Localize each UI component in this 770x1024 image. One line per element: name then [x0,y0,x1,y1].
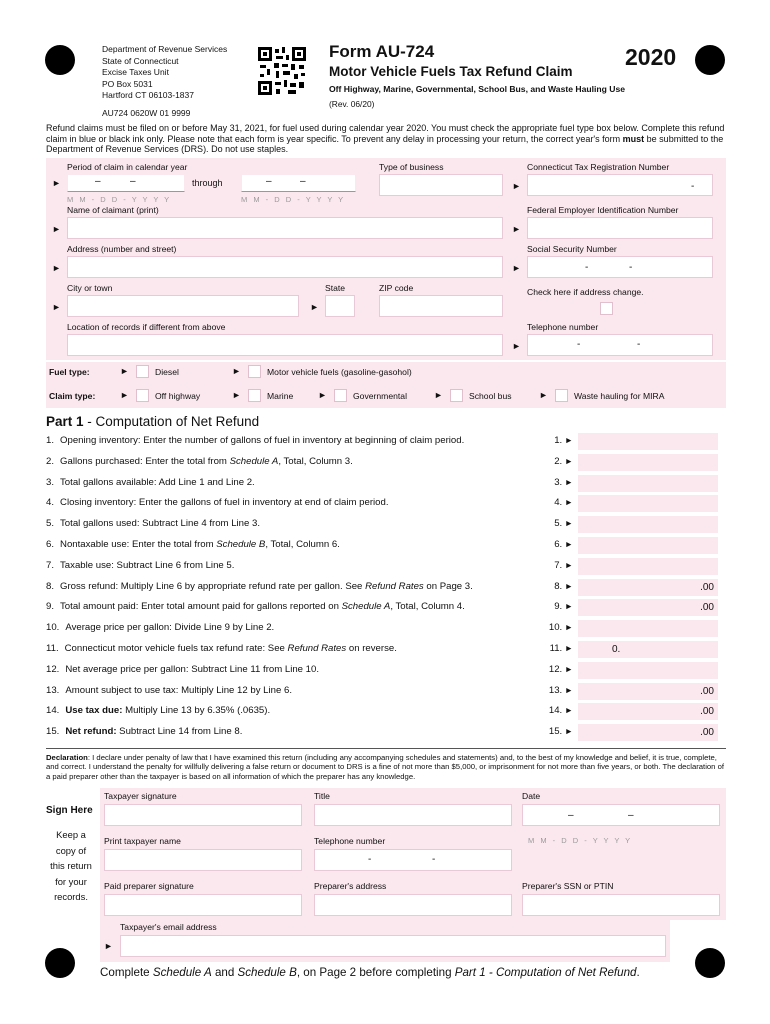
period-end-date-field[interactable] [241,174,356,192]
line-reference-number: 2. [554,456,563,467]
line-post: , Total, Column 6. [265,539,340,550]
part1-title [46,414,259,429]
ssn-separator: - [585,262,589,273]
diesel-checkbox[interactable] [136,365,149,378]
form-number: Form AU-724 [329,42,435,61]
arrow-icon: ► [562,685,573,695]
arrow-icon: ► [562,456,573,466]
instructions-emphasis: must [622,133,645,144]
records-location-field[interactable] [67,334,503,356]
declaration-heading: Declaration [46,753,88,762]
line-6-amount-field[interactable] [578,537,718,554]
line-reference-number: 15. [548,726,563,737]
taxpayer-signature-label: Taxpayer signature [104,791,177,801]
date-separator: – [300,176,306,187]
line-reference [540,581,573,592]
line-reference [540,539,573,550]
agency-line: Department of Revenue Services [102,44,228,54]
part1-line-3 [46,477,255,488]
amount-cents: .00 [700,582,714,593]
arrow-icon: ► [512,263,521,273]
arrow-icon: ► [512,181,521,191]
line-reference-number: 6. [554,539,563,550]
title-label: Title [314,791,330,801]
date-separator: – [95,176,101,187]
line-pre: Multiply Line 13 by 6.35% (.0635). [122,705,271,716]
keep-copy-line: this return [50,860,92,871]
preparer-ssn-field[interactable] [522,894,720,916]
arrow-icon: ► [539,390,548,400]
line-num: 1. [46,435,55,446]
part1-line-9 [46,601,465,612]
line-reference-number: 4. [554,497,563,508]
footer-text: and [211,966,238,979]
address-field[interactable] [67,256,503,278]
period-start-date-field[interactable] [67,174,185,192]
line-10-amount-field[interactable] [578,620,718,637]
arrow-icon: ► [562,622,573,632]
line-11-amount-field[interactable] [578,641,718,658]
arrow-icon: ► [232,390,241,400]
part1-line-6 [46,539,340,550]
arrow-icon: ► [512,224,521,234]
line-reference-number: 1. [554,435,563,446]
fein-label: Federal Employer Identification Number [527,205,679,215]
arrow-icon: ► [562,643,573,653]
arrow-icon: ► [562,664,573,674]
line-reference [540,601,573,612]
part1-line-2 [46,456,353,467]
arrow-icon: ► [512,341,521,351]
marine-label: Marine [267,391,294,401]
line-4-amount-field[interactable] [578,495,718,512]
part1-line-15 [46,726,242,737]
arrow-icon: ► [562,497,573,507]
part1-line-1 [46,435,464,446]
filing-instructions [46,123,726,155]
claim-type-label: Claim type: [49,391,96,401]
line-reference-number: 13. [548,685,563,696]
agency-line: State of Connecticut [102,55,179,66]
line-reference [540,497,573,508]
fuel-type-label: Fuel type: [49,367,90,377]
line-1-amount-field[interactable] [578,433,718,450]
revision-date: (Rev. 06/20) [329,99,375,109]
gasoline-label: Motor vehicle fuels (gasoline-gasohol) [267,367,412,377]
line-reference-number: 10. [548,622,563,633]
registration-mark [45,45,75,75]
print-name-label: Print taxpayer name [104,836,181,846]
address-label: Address (number and street) [67,244,177,254]
part1-line-10 [46,622,274,633]
city-field[interactable] [67,295,299,317]
line-reference [540,477,573,488]
keep-copy-line: for your [55,875,87,887]
arrow-icon: ► [318,390,327,400]
line-reference-number: 8. [554,581,563,592]
line-num: 14. [46,705,60,716]
line-12-amount-field[interactable] [578,662,718,679]
address-change-checkbox[interactable] [600,302,613,315]
declaration-divider [46,748,726,749]
arrow-icon: ► [562,601,573,611]
sign-here-label: Sign Here [46,805,93,816]
line-num: 8. [46,581,55,592]
line-3-amount-field[interactable] [578,475,718,492]
line-2-amount-field[interactable] [578,454,718,471]
off-highway-label: Off highway [155,391,201,401]
part1-line-14 [46,705,270,716]
state-field[interactable] [325,295,355,317]
line-em: Schedule B [216,539,266,550]
print-name-field[interactable] [104,849,302,871]
preparer-address-field[interactable] [314,894,512,916]
form-subtitle: Off Highway, Marine, Governmental, School Bus, and Waste Hauling Use [329,84,626,94]
keep-copy-note [46,827,96,905]
date-separator: – [628,810,634,821]
line-9-amount-field[interactable] [578,599,718,616]
form-code: AU724 0620W 01 9999 [102,108,191,118]
line-num: 13. [46,685,60,696]
city-label: City or town [67,283,113,293]
date-format-hint: M M - D D - Y Y Y Y [241,195,346,204]
line-num: 10. [46,622,60,633]
registration-mark [45,948,75,978]
line-bold: Use tax due: [65,705,123,716]
taxpayer-signature-field[interactable] [104,804,302,826]
claimant-name-label: Name of claimant (print) [67,205,159,215]
line-reference-number: 3. [554,477,563,488]
preparer-address-label: Preparer's address [314,881,387,891]
footer-text: Complete [100,966,153,979]
address-change-label: Check here if address change. [527,287,644,297]
keep-copy-line: copy of [55,844,87,856]
amount-cents: .00 [700,727,714,738]
arrow-icon: ► [562,726,573,736]
date-separator: – [130,176,136,187]
line-num: 3. [46,477,55,488]
arrow-icon: ► [562,539,573,549]
part1-line-13 [46,685,292,696]
arrow-icon: ► [310,302,319,312]
line-num: 11. [46,643,59,654]
part1-line-7 [46,560,234,571]
line-reference [540,705,573,716]
waste-hauling-label: Waste hauling for MIRA [574,391,665,401]
zip-label: ZIP code [379,283,414,293]
amount-cents: .00 [700,602,714,613]
arrow-icon: ► [562,518,573,528]
taxpayer-telephone-label: Telephone number [314,836,386,846]
arrow-icon: ► [434,390,443,400]
agency-address [102,44,227,102]
line-num: 2. [46,456,55,467]
line-pre: Average price per gallon: Divide Line 9 by Line 2. [65,622,275,633]
ssn-separator: - [629,262,633,273]
part1-line-5 [46,518,260,529]
arrow-icon: ► [52,178,61,188]
preparer-ssn-label: Preparer's SSN or PTIN [522,881,614,891]
preparer-signature-label: Paid preparer signature [104,881,194,891]
declaration-body: : I declare under penalty of law that I have examined this return (including any accompanying schedules and statements) and, to the best of my knowledge and belief, it is true, complete, and correct. I understand the penalty for willfully delivering a false return or document to DRS is a fine of not more than $5,000, or imprisonment for not more than five years, or both. The declaration of a paid preparer other than the taxpayer is based on all information of which the preparer has any knowledge. [46,753,724,781]
line-pre: Gross refund: Multiply Line 6 by appropriate refund rate per gallon. See [60,581,366,592]
footer-text: . [636,966,640,979]
arrow-icon: ► [52,263,61,273]
agency-line: Excise Taxes Unit [102,67,169,77]
period-label: Period of claim in calendar year [67,162,188,172]
telephone-field[interactable] [527,334,713,356]
line-reference [540,643,573,654]
line-num: 15. [46,726,60,737]
arrow-icon: ► [120,390,129,400]
amount-cents: .00 [700,706,714,717]
line-em: Schedule A [229,456,279,467]
line-reference [540,456,573,467]
part1-line-12 [46,664,319,675]
governmental-checkbox[interactable] [334,389,347,402]
taxpayer-telephone-field[interactable] [314,849,512,871]
line-reference-number: 7. [554,560,563,571]
line-em: Refund Rates [287,643,347,654]
line-pre: Gallons purchased: Enter the total from [60,456,230,467]
line-post: on Page 3. [423,581,473,592]
arrow-icon: ► [562,435,573,445]
state-label: State [325,283,346,293]
line-em: Schedule A [341,601,391,612]
line-7-amount-field[interactable] [578,558,718,575]
arrow-icon: ► [562,705,573,715]
arrow-icon: ► [232,366,241,376]
registration-mark [695,948,725,978]
part1-line-4 [46,497,389,508]
ct-registration-field[interactable] [527,174,713,196]
records-location-label: Location of records if different from above [67,322,226,332]
part1-line-8 [46,581,473,592]
waste-hauling-checkbox[interactable] [555,389,568,402]
line-pre: Connecticut motor vehicle fuels tax refund rate: See [64,643,288,654]
line-reference-number: 9. [554,601,563,612]
line-8-amount-field[interactable] [578,579,718,596]
line-reference [540,685,573,696]
title-field[interactable] [314,804,512,826]
footer-note [100,966,640,979]
line-post: , Total, Column 4. [390,601,465,612]
line-reference [540,560,573,571]
line-num: 7. [46,560,55,571]
line-pre: Total gallons used: Subtract Line 4 from Line 3. [60,518,261,529]
school-bus-label: School bus [469,391,512,401]
arrow-icon: ► [562,581,573,591]
agency-line: Hartford CT 06103-1837 [102,90,194,100]
part1-title-text: - Computation of Net Refund [83,414,260,429]
keep-copy-line: records. [54,891,88,902]
date-format-hint: M M - D D - Y Y Y Y [67,195,172,204]
line-15-amount-field[interactable] [578,724,718,741]
date-field[interactable] [522,804,720,826]
arrow-icon: ► [52,302,61,312]
line-pre: Subtract Line 14 from Line 8. [116,726,243,737]
phone-separator: - [368,854,372,865]
line-pre: Total amount paid: Enter total amount paid for gallons reported on [60,601,342,612]
line-reference [540,518,573,529]
phone-separator: - [577,339,581,350]
ct-registration-label: Connecticut Tax Registration Number [527,162,670,172]
agency-line: PO Box 5031 [102,78,153,89]
amount-cents: .00 [700,686,714,697]
date-format-hint: M M - D D - Y Y Y Y [528,836,633,845]
line-num: 4. [46,497,55,508]
line-5-amount-field[interactable] [578,516,718,533]
line-num: 12. [46,664,60,675]
arrow-icon: ► [104,941,113,951]
telephone-label: Telephone number [527,322,599,332]
line-post: on reverse. [346,643,397,654]
diesel-label: Diesel [155,367,179,377]
footer-emphasis: Schedule B [237,966,297,979]
ssn-field[interactable] [527,256,713,278]
type-of-business-field[interactable] [379,174,503,196]
line-pre: Opening inventory: Enter the number of gallons of fuel in inventory at beginning of claim period. [60,435,465,446]
line-pre: Amount subject to use tax: Multiply Line 12 by Line 6. [65,685,292,696]
declaration-text [46,753,726,781]
footer-text: , on Page 2 before completing [296,966,455,979]
line-reference-number: 11. [549,643,563,654]
ssn-label: Social Security Number [527,244,617,254]
qr-code-icon [258,47,306,95]
refund-rate-prefix: 0. [612,644,621,655]
claimant-name-field[interactable] [67,217,503,239]
date-separator: – [266,176,272,187]
part1-line-11 [46,643,397,654]
off-highway-checkbox[interactable] [136,389,149,402]
zip-field[interactable] [379,295,503,317]
arrow-icon: ► [562,477,573,487]
line-reference [540,622,573,633]
line-pre: Net average price per gallon: Subtract Line 11 from Line 10. [65,664,320,675]
instructions-text: be submitted to the Department of Revenue Services (DRS). Do not use staples. [46,133,724,154]
arrow-icon: ► [120,366,129,376]
line-num: 9. [46,601,55,612]
line-pre: Closing inventory: Enter the gallons of fuel in inventory at end of claim period. [60,497,389,508]
date-separator: – [568,810,574,821]
phone-separator: - [637,339,641,350]
registration-separator: - [691,181,695,192]
fein-field[interactable] [527,217,713,239]
preparer-signature-field[interactable] [104,894,302,916]
footer-emphasis: Part 1 - Computation of Net Refund [454,966,637,979]
registration-mark [695,45,725,75]
date-label: Date [522,791,541,801]
governmental-label: Governmental [353,391,407,401]
line-post: , Total, Column 3. [278,456,353,467]
line-pre: Total gallons available: Add Line 1 and Line 2. [60,477,255,488]
line-em: Refund Rates [365,581,424,592]
line-bold: Net refund: [65,726,117,737]
part1-title-number: Part 1 [46,414,84,429]
phone-separator: - [432,854,436,865]
school-bus-checkbox[interactable] [450,389,463,402]
footer-emphasis: Schedule A [152,966,212,979]
line-reference-number: 5. [554,518,563,529]
keep-copy-line: Keep a [56,829,86,840]
line-reference [540,435,573,446]
arrow-icon: ► [52,224,61,234]
marine-checkbox[interactable] [248,389,261,402]
gasoline-checkbox[interactable] [248,365,261,378]
line-reference [540,726,573,737]
line-reference-number: 12. [548,664,563,675]
form-title: Motor Vehicle Fuels Tax Refund Claim [329,64,573,79]
line-pre: Nontaxable use: Enter the total from [60,539,217,550]
instructions-text: Refund claims must be filed on or before May 31, 2021, for fuel used during calendar year 2020. You must check the appropriate fuel type box below. Complete this refund claim in blue or black ink only. Please note that each form is year specific. To prevent any delay in processing your return, the correct year's form [46,123,725,144]
line-reference [540,664,573,675]
email-field[interactable] [120,935,666,957]
line-reference-number: 14. [548,705,563,716]
type-of-business-label: Type of business [379,162,444,172]
line-pre: Taxable use: Subtract Line 6 from Line 5. [60,560,235,571]
arrow-icon: ► [562,560,573,570]
email-label: Taxpayer's email address [120,922,217,932]
line-14-amount-field[interactable] [578,703,718,720]
line-num: 6. [46,539,55,550]
through-label: through [192,178,223,188]
line-num: 5. [46,518,55,529]
line-13-amount-field[interactable] [578,683,718,700]
tax-year: 2020 [625,44,677,70]
